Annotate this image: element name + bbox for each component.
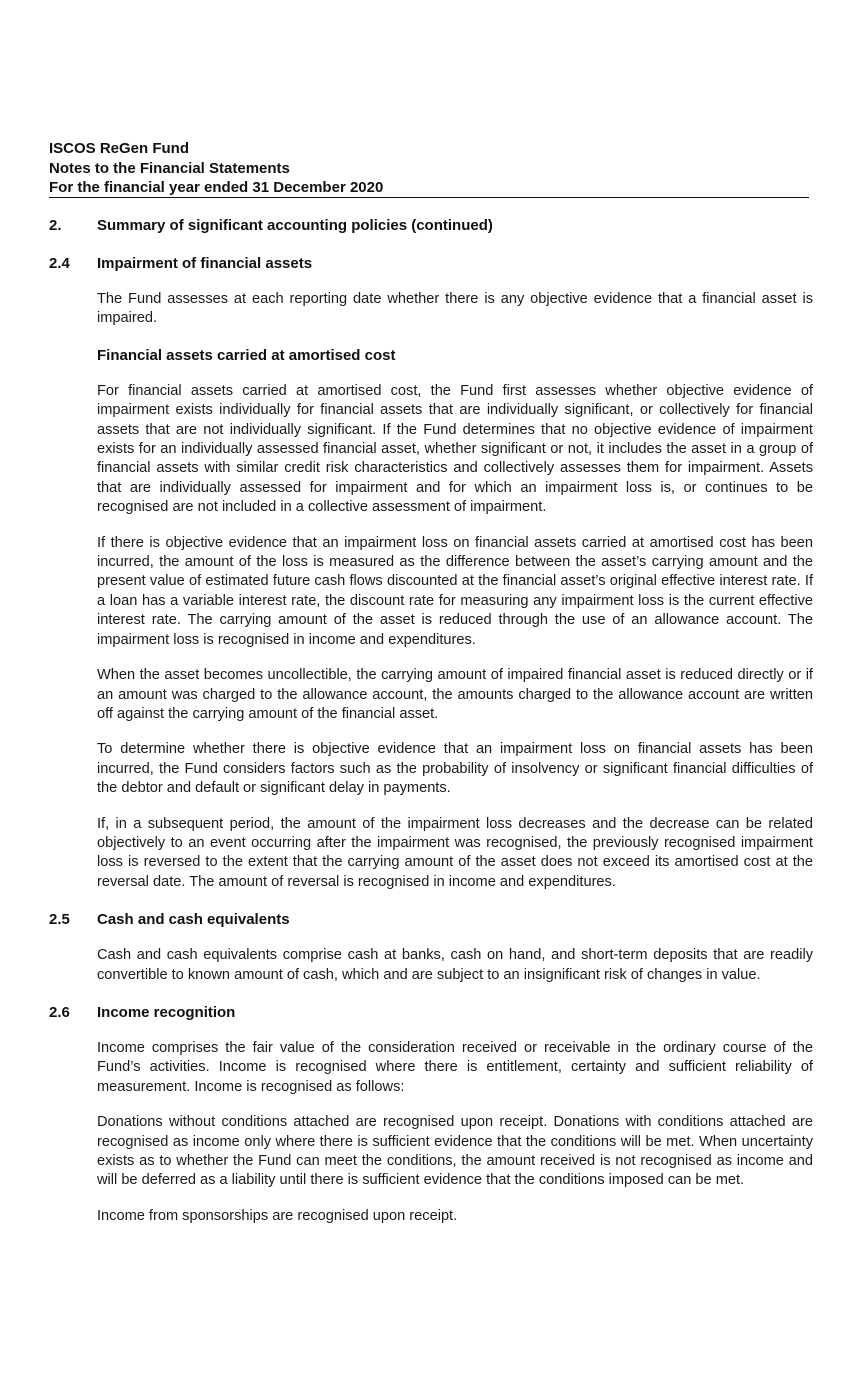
- paragraph: Cash and cash equivalents comprise cash at banks, cash on hand, and short-term deposits that are readily convertible to known amount of cash, which and are subject to an insignificant risk of changes in value.: [97, 947, 813, 983]
- paragraph: Income from sponsorships are recognised upon receipt.: [97, 1207, 458, 1224]
- paragraph: When the asset becomes uncollectible, the carrying amount of impaired financial asset is reduced directly or if an amount was charged to the allowance account, the amounts charged to the allowance account are written off against the carrying amount of the financial asset.: [97, 667, 813, 722]
- subheading-amortised-cost: Financial assets carried at amortised cost: [97, 346, 396, 364]
- financial-year: For the financial year ended 31 December 2020: [49, 179, 384, 196]
- section-2-4-heading: [49, 254, 813, 274]
- section-title: Cash and cash equivalents: [97, 911, 290, 929]
- paragraph: The Fund assesses at each reporting date whether there is any objective evidence that a financial asset is impaired.: [97, 291, 813, 327]
- section-2-heading: [49, 216, 813, 236]
- paragraph: To determine whether there is objective evidence that an impairment loss on financial assets has been incurred, the Fund considers factors such as the probability of insolvency or significant financial difficulties of the debtor and default or significant delay in payments.: [97, 741, 813, 797]
- document-header: [49, 139, 809, 198]
- section-number: 2.4: [49, 255, 70, 272]
- paragraph: For financial assets carried at amortised cost, the Fund first assesses whether objective evidence of impairment exists individually for financial assets that are individually significant, or collectively for financial assets that are not individually significant. If the Fund determines that no objective evidence of impairment exists for an individually assessed financial asset, whether significant or not, it includes the asset in a group of financial assets with similar credit risk characteristics and collectively assesses them for impairment. Assets that are individually assessed for impairment and for which an impairment loss is, or continues to be recognised are not included in a collective assessment of impairment.: [97, 382, 813, 516]
- paragraph: If, in a subsequent period, the amount of the impairment loss decreases and the decrease can be related objectively to an event occurring after the impairment was recognised, the previously recognised impairment loss is reversed to the extent that the carrying amount of the asset does not exceed its amortised cost at the reversal date. The amount of reversal is recognised in income and expenditures.: [97, 815, 813, 890]
- document-body: [49, 216, 813, 1226]
- section-2-6-heading: [49, 1003, 813, 1023]
- section-title: Summary of significant accounting policies (continued): [97, 217, 493, 234]
- header-divider: [49, 197, 809, 198]
- section-number: 2.6: [49, 1003, 70, 1021]
- section-number: 2.: [49, 217, 62, 234]
- document-title: Notes to the Financial Statements: [49, 159, 290, 177]
- section-number: 2.5: [49, 911, 70, 929]
- section-title: Income recognition: [97, 1003, 236, 1021]
- paragraph: If there is objective evidence that an impairment loss on financial assets carried at amortised cost has been incurred, the amount of the loss is measured as the difference between the asset’s carrying amount and the present value of estimated future cash flows discounted at the financial asset’s original effective interest rate. If a loan has a variable interest rate, the discount rate for measuring any impairment loss is the current effective interest rate. The carrying amount of the asset is reduced through the use of an allowance account. The impairment loss is recognised in income and expenditures.: [97, 534, 813, 648]
- section-2-5-heading: [49, 910, 813, 930]
- fund-name: ISCOS ReGen Fund: [49, 140, 190, 157]
- paragraph: Donations without conditions attached are recognised upon receipt. Donations with conditions attached are recognised as income only where there is sufficient evidence that the conditions will be met. When uncertainty exists as to whether the Fund can meet the conditions, the amount received is not recognised as income and will be deferred as a liability until there is sufficient evidence that the conditions imposed can be met.: [97, 1114, 813, 1189]
- section-title: Impairment of financial assets: [97, 255, 313, 272]
- paragraph: Income comprises the fair value of the consideration received or receivable in the ordinary course of the Fund’s activities. Income is recognised where there is entitlement, certainty and sufficient reliability of measurement. Income is recognised as follows:: [97, 1039, 813, 1095]
